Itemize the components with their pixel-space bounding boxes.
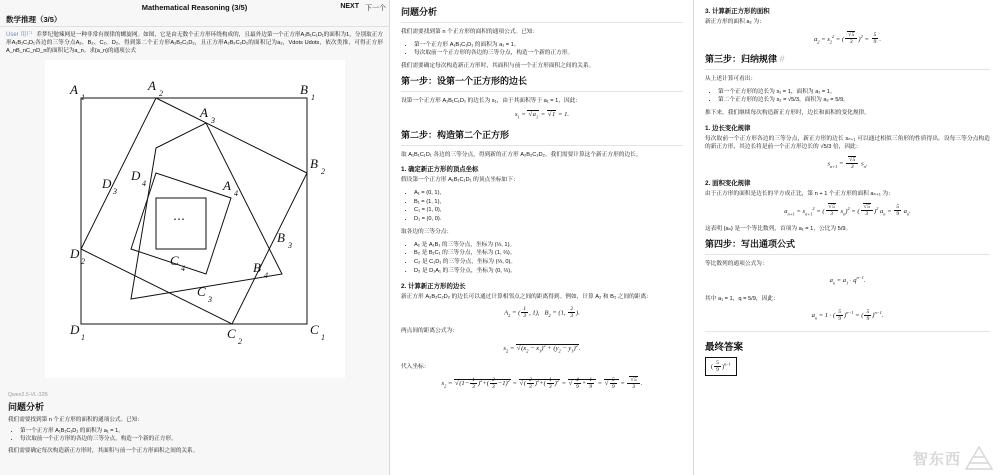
step3-heading bbox=[705, 53, 990, 70]
step4-text: 等比数列的通项公式为： bbox=[705, 260, 768, 267]
rule1-text: 每次取前一个正方形各边的三等分点，新正方形的边长 sₙ₊₁ 可以通过相似三角形的性质得出。设每三等分点构造的新正方形，其边长将是前一个正方形边长的 √5/3 倍，因此： bbox=[705, 135, 990, 151]
svg-text:2: 2 bbox=[80, 256, 85, 266]
substituted-formula: $s_2$ = √ (1− $\frac{1}{3}$ )$^2$+( $\frac{2}{3}$ −1)$^2$ = √ ( $\frac{2}{3}$ )$^2$+( $\frac{1}{3}$ )$^2$ = √ $\frac{4}{9}$ + $\frac{1}{9}$ = √ $\frac{5}{9}$ = $\frac{√ 5}{3}$ . bbox=[441, 376, 643, 390]
rule1-heading: 1. 边长变化规律 bbox=[705, 124, 751, 132]
svg-text:1: 1 bbox=[310, 92, 315, 102]
section-divider bbox=[705, 331, 990, 332]
final-answer-heading: 最终答案 bbox=[705, 341, 744, 353]
step4-formula: $a_n = a_1 \cdot q^{n-1}$. bbox=[829, 275, 866, 286]
step2-text: 取 A₁B₁C₁D₁ 各边的三等分点，得到新的正方形 A₂B₂C₂D₂。我们需要计算这个新正方形的边长。 bbox=[401, 151, 642, 158]
user-prompt-text: 乔梦纪勉辣网是一种非常有规律的螺旋网。如图，它是由无数个正方形环绕构成的，且最外边第一个正方形A₁B₁C₁D₁的面积为1，分别取正方形A₁B₁C₁D₁各边的三等分点A₂、B₂、C₂、D₂，得到第二个正方形A₂B₂C₂D₂，且正方形A₂B₂C₂D₂的面积记为a₂，Vdots Udots，依次类推，可得正方形A_nB_nC_nD_n的面积记为a_n。求{a_n}的通项公式 bbox=[6, 32, 383, 55]
svg-text:D: D bbox=[130, 167, 140, 183]
svg-text:C: C bbox=[226, 325, 236, 341]
svg-text:A: A bbox=[199, 104, 208, 120]
mid-analysis-heading: 问题分析 bbox=[401, 6, 683, 23]
watermark-text: 智东西 bbox=[912, 449, 961, 468]
step1-text: 设第一个正方形 A₁B₁C₁D₁ 的边长为 s₁，由于其面积等于 a₁ = 1，因此： bbox=[401, 97, 582, 104]
svg-text:1: 1 bbox=[80, 332, 85, 342]
svg-text:3: 3 bbox=[210, 115, 215, 125]
step2-sub2-text: 新正方形 A₂B₂C₂D₂ 的边长可以通过计算相邻点之间的距离得到。例如，计算 A₂ 和 B₂ 之间的距离： bbox=[401, 293, 652, 300]
svg-text:3: 3 bbox=[287, 240, 292, 250]
svg-text:D: D bbox=[69, 321, 79, 337]
distance-formula: $s_2$ = √ $(x_2 - x_1)^2 + (y_2 - y_1)^2$. bbox=[503, 343, 581, 354]
left-analysis-bullets bbox=[20, 427, 381, 444]
area-text: 新正方形的面积 a₂ 为： bbox=[705, 19, 765, 25]
svg-text:D: D bbox=[69, 245, 79, 261]
step3-text2: 推下来，我们继续每次构造新正方形时，边长和面积的变化规律。 bbox=[705, 110, 870, 117]
rule2-heading: 2. 面积变化规律 bbox=[705, 180, 751, 188]
rule2-text2: 这表明 {aₙ} 是一个等比数列，首项为 a₁ = 1，公比为 5/9。 bbox=[705, 226, 852, 233]
left-panel bbox=[0, 0, 390, 475]
step1-formula: $s_1$ = √ $a_1$ = √ 1 = 1. bbox=[514, 111, 570, 120]
step4-heading: 第四步：写出通项公式 bbox=[705, 238, 990, 255]
list-item: • C₁ = (1, 0), bbox=[414, 206, 683, 215]
list-item: • B₂ 是 B₁C₁ 的三等分点，坐标为 (1, ⅔)。 bbox=[414, 249, 683, 258]
svg-text:A: A bbox=[69, 81, 78, 97]
step3-bullets bbox=[718, 88, 990, 106]
svg-text:2: 2 bbox=[320, 166, 325, 176]
mid-analysis-p1: 我们需要找到第 n 个正方形的面积的通项公式。已知： bbox=[401, 29, 539, 35]
svg-text:1: 1 bbox=[80, 92, 85, 102]
step4-formula2: $a_n = 1$ · ( $\frac{5}{9}$ )$^{n-1}$ = ( $\frac{5}{9}$ )$^{n-1}$. bbox=[811, 308, 884, 322]
svg-text:2: 2 bbox=[158, 88, 163, 98]
step2-heading: 第二步：构造第二个正方形 bbox=[401, 129, 683, 146]
svg-text:B: B bbox=[276, 229, 285, 245]
svg-text:C: C bbox=[309, 321, 319, 337]
list-item: • A₁ = (0, 1), bbox=[414, 189, 683, 198]
svg-text:2: 2 bbox=[237, 336, 242, 346]
watermark-logo-icon bbox=[964, 445, 994, 471]
svg-text:3: 3 bbox=[112, 186, 117, 196]
svg-text:D: D bbox=[101, 175, 111, 191]
thirds-list bbox=[414, 241, 683, 276]
user-prompt bbox=[0, 27, 389, 58]
svg-text:3: 3 bbox=[207, 294, 212, 304]
left-analysis-p2: 我们需要确定每次构造新正方形时，其面积与前一个正方形面积之间的关系。 bbox=[8, 447, 199, 454]
svg-text:B: B bbox=[252, 259, 261, 275]
model-label: Qwen2.5-VL-32B bbox=[8, 392, 48, 398]
next-button-cn[interactable]: 下一个 bbox=[365, 5, 386, 12]
list-item: • 第一个正方形的边长为 s₁ = 1，面积为 a₁ = 1。 bbox=[718, 88, 990, 97]
rule2-text: 由于正方形的面积是边长的平方成正比，第 n + 1 个正方形的面积 aₙ₊₁ 为： bbox=[705, 191, 894, 198]
list-item: • 第二个正方形的边长为 s₂ = √5/3，面积为 a₂ = 5/9。 bbox=[718, 96, 990, 105]
step1-heading: 第一步：设第一个正方形的边长 bbox=[401, 75, 683, 92]
step4-text2: 其中 a₁ = 1，q = 5/9，因此： bbox=[705, 295, 779, 302]
spiral-squares-figure bbox=[45, 60, 345, 378]
step3-heading-text: 第三步：归纳规律 bbox=[705, 54, 778, 65]
step2-sub2-heading: 2. 计算新正方形的边长 bbox=[401, 282, 466, 290]
svg-text:4: 4 bbox=[141, 178, 146, 188]
svg-text:4: 4 bbox=[263, 270, 268, 280]
mid-analysis-p2: 我们需要确定每次构造新正方形时，其面积与前一个正方形面积之间的关系。 bbox=[401, 63, 595, 70]
svg-text:C: C bbox=[169, 252, 179, 268]
rule1-formula: $s_{n+1}$ = $\frac{√ 5}{3}$ $s_n$. bbox=[827, 157, 868, 171]
list-item: • B₁ = (1, 1), bbox=[414, 198, 683, 207]
list-item: • 每次取前一个正方形的各边的三等分点，构造一个新的正方形。 bbox=[20, 435, 381, 443]
watermark bbox=[913, 445, 994, 471]
svg-text:A: A bbox=[222, 177, 231, 193]
left-analysis-heading: 问题分析 bbox=[8, 402, 45, 412]
svg-text:B: B bbox=[299, 81, 308, 97]
mid-analysis-bullets bbox=[414, 41, 683, 59]
list-item: • 第一个正方形 A₁B₁C₁D₁ 的面积为 a₁ = 1。 bbox=[20, 427, 381, 435]
page-title: Mathematical Reasoning (3/5) bbox=[141, 3, 248, 12]
list-item: • A₂ 是 A₁B₁ 的三等分点，坐标为 (⅓, 1)。 bbox=[414, 241, 683, 250]
list-item: • C₂ 是 C₁D₁ 的三等分点，坐标为 (⅔, 0)。 bbox=[414, 258, 683, 267]
middle-column bbox=[391, 0, 694, 475]
substitute-intro: 代入坐标： bbox=[401, 363, 430, 370]
page-subtitle: 数学推理（3/5） bbox=[6, 15, 62, 24]
area-formula: $a_2 = s_2^2$ = ( $\frac{√ 5}{3}$ )$^2$ = $\frac{5}{9}$ . bbox=[814, 32, 881, 46]
next-button[interactable]: NEXT bbox=[340, 3, 359, 10]
svg-text:A: A bbox=[147, 77, 156, 93]
list-item: • D₁ = (0, 0). bbox=[414, 215, 683, 224]
rule2-formula: $a_{n+1} = s_{n+1}^2$ = ( $\frac{√ 5}{3}$ $s_n)^2$ = ( $\frac{√ 5}{3}$ )$^2$ $a_n$ = $\frac{5}{9}$ $a_n$. bbox=[784, 204, 911, 218]
svg-text:B: B bbox=[309, 155, 318, 171]
thirds-intro: 取各边的三等分点： bbox=[401, 229, 453, 236]
svg-text:4: 4 bbox=[233, 188, 238, 198]
step3-text: 从上述计算可看出： bbox=[705, 76, 757, 83]
list-item: • D₂ 是 D₁A₁ 的三等分点，坐标为 (0, ⅓)。 bbox=[414, 267, 683, 276]
area-sub-heading: 3. 计算新正方形的面积 bbox=[705, 8, 770, 15]
list-item: • 每次取前一个正方形的各边的三等分点，构造一个新的正方形。 bbox=[414, 49, 683, 58]
svg-text:1: 1 bbox=[320, 332, 325, 342]
right-column bbox=[695, 0, 1000, 475]
svg-text:4: 4 bbox=[180, 263, 185, 273]
distance-intro: 两点间的距离公式为： bbox=[401, 328, 458, 335]
svg-text:C: C bbox=[196, 283, 206, 299]
list-item: • 第一个正方形 A₁B₁C₁D₁ 的面积为 a₁ = 1。 bbox=[414, 41, 683, 50]
step2-sub1-heading: 1. 确定新正方形的顶点坐标 bbox=[401, 166, 479, 174]
user-label: User 用户 bbox=[6, 32, 33, 38]
svg-text:⋯: ⋯ bbox=[172, 211, 185, 226]
ab-coordinates-formula: $A_2$ = ( $\frac{1}{3}$ , 1), $B_2 = (1$, $\frac{2}{3}$ ). bbox=[504, 306, 580, 320]
final-answer-box: ( $\frac{5}{9}$ )$^{n-1}$ bbox=[705, 357, 737, 376]
anchor-hash-icon[interactable]: # bbox=[779, 54, 785, 65]
left-analysis-p1: 我们需要找到第 n 个正方形的面积的通项公式。已知： bbox=[8, 417, 143, 423]
left-answer-preview bbox=[0, 400, 389, 458]
step2-sub1-text: 假设第一个正方形 A₁B₁C₁D₁ 的顶点坐标如下： bbox=[401, 177, 519, 184]
panel-header bbox=[0, 0, 389, 27]
vertex-coordinates-list bbox=[414, 189, 683, 224]
